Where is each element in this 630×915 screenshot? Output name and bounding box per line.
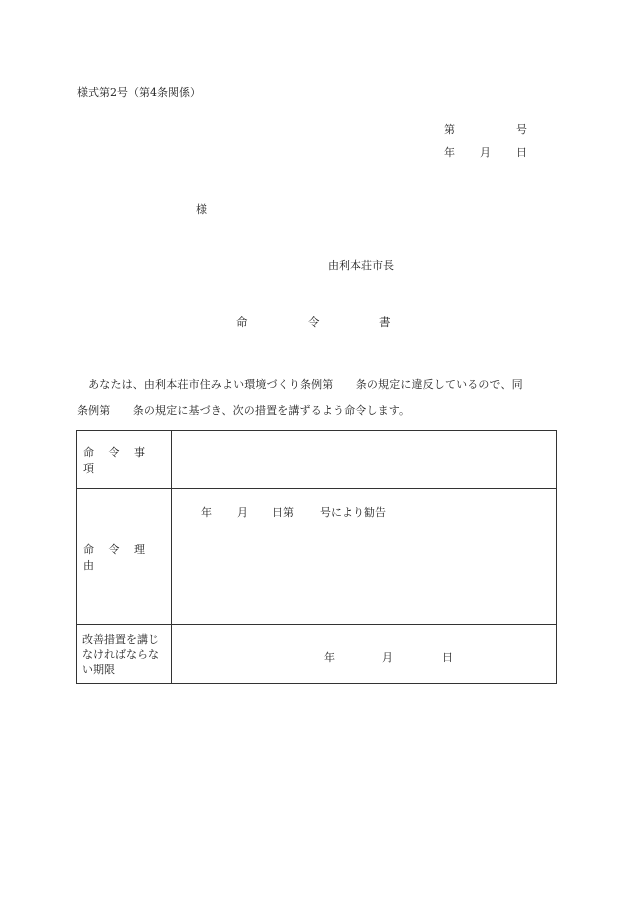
order-items-label: 命 令 事 項 <box>83 445 146 475</box>
order-items-label-cell <box>77 431 172 489</box>
reason-day-number: 日第 <box>272 506 294 519</box>
body-line-2: 条例第 条の規定に基づき、次の措置を講ずるよう命令します。 <box>77 404 411 417</box>
deadline-month: 月 <box>382 651 393 664</box>
order-reason-label-cell <box>77 489 172 625</box>
deadline-value-cell <box>172 625 557 684</box>
date-month: 月 <box>480 146 491 159</box>
addressee: 様 <box>196 203 207 216</box>
title-char-2: 令 <box>308 315 320 329</box>
deadline-label: 改善措置を講じなければならない期限 <box>82 632 159 676</box>
table-row-order-reason <box>77 489 557 625</box>
issuer-name: 由利本荘市長 <box>328 259 394 272</box>
deadline-label-cell <box>77 625 172 684</box>
order-reason-value-cell <box>172 489 557 625</box>
order-items-value-cell <box>172 431 557 489</box>
number-suffix: 号 <box>516 123 527 136</box>
title-char-1: 命 <box>236 315 248 329</box>
deadline-year: 年 <box>324 651 335 664</box>
body-line-1: あなたは、由利本荘市住みよい環境づくり条例第 条の規定に違反しているので、同 <box>77 378 523 391</box>
title-char-3: 書 <box>379 315 391 329</box>
table-row-order-items <box>77 431 557 489</box>
form-number-label: 様式第2号（第4条関係） <box>77 86 201 99</box>
reason-month: 月 <box>237 506 248 519</box>
order-reason-label: 命 令 理 由 <box>83 542 146 572</box>
reason-year: 年 <box>201 506 212 519</box>
deadline-date <box>324 649 464 664</box>
order-table <box>76 430 557 684</box>
date-day: 日 <box>516 146 527 159</box>
reason-recommendation: 号により勧告 <box>320 506 386 519</box>
table-row-deadline <box>77 625 557 684</box>
number-prefix: 第 <box>444 123 455 136</box>
date-year: 年 <box>444 146 455 159</box>
deadline-day: 日 <box>442 651 453 664</box>
body-paragraph <box>77 372 557 424</box>
recommendation-reference <box>201 504 421 519</box>
